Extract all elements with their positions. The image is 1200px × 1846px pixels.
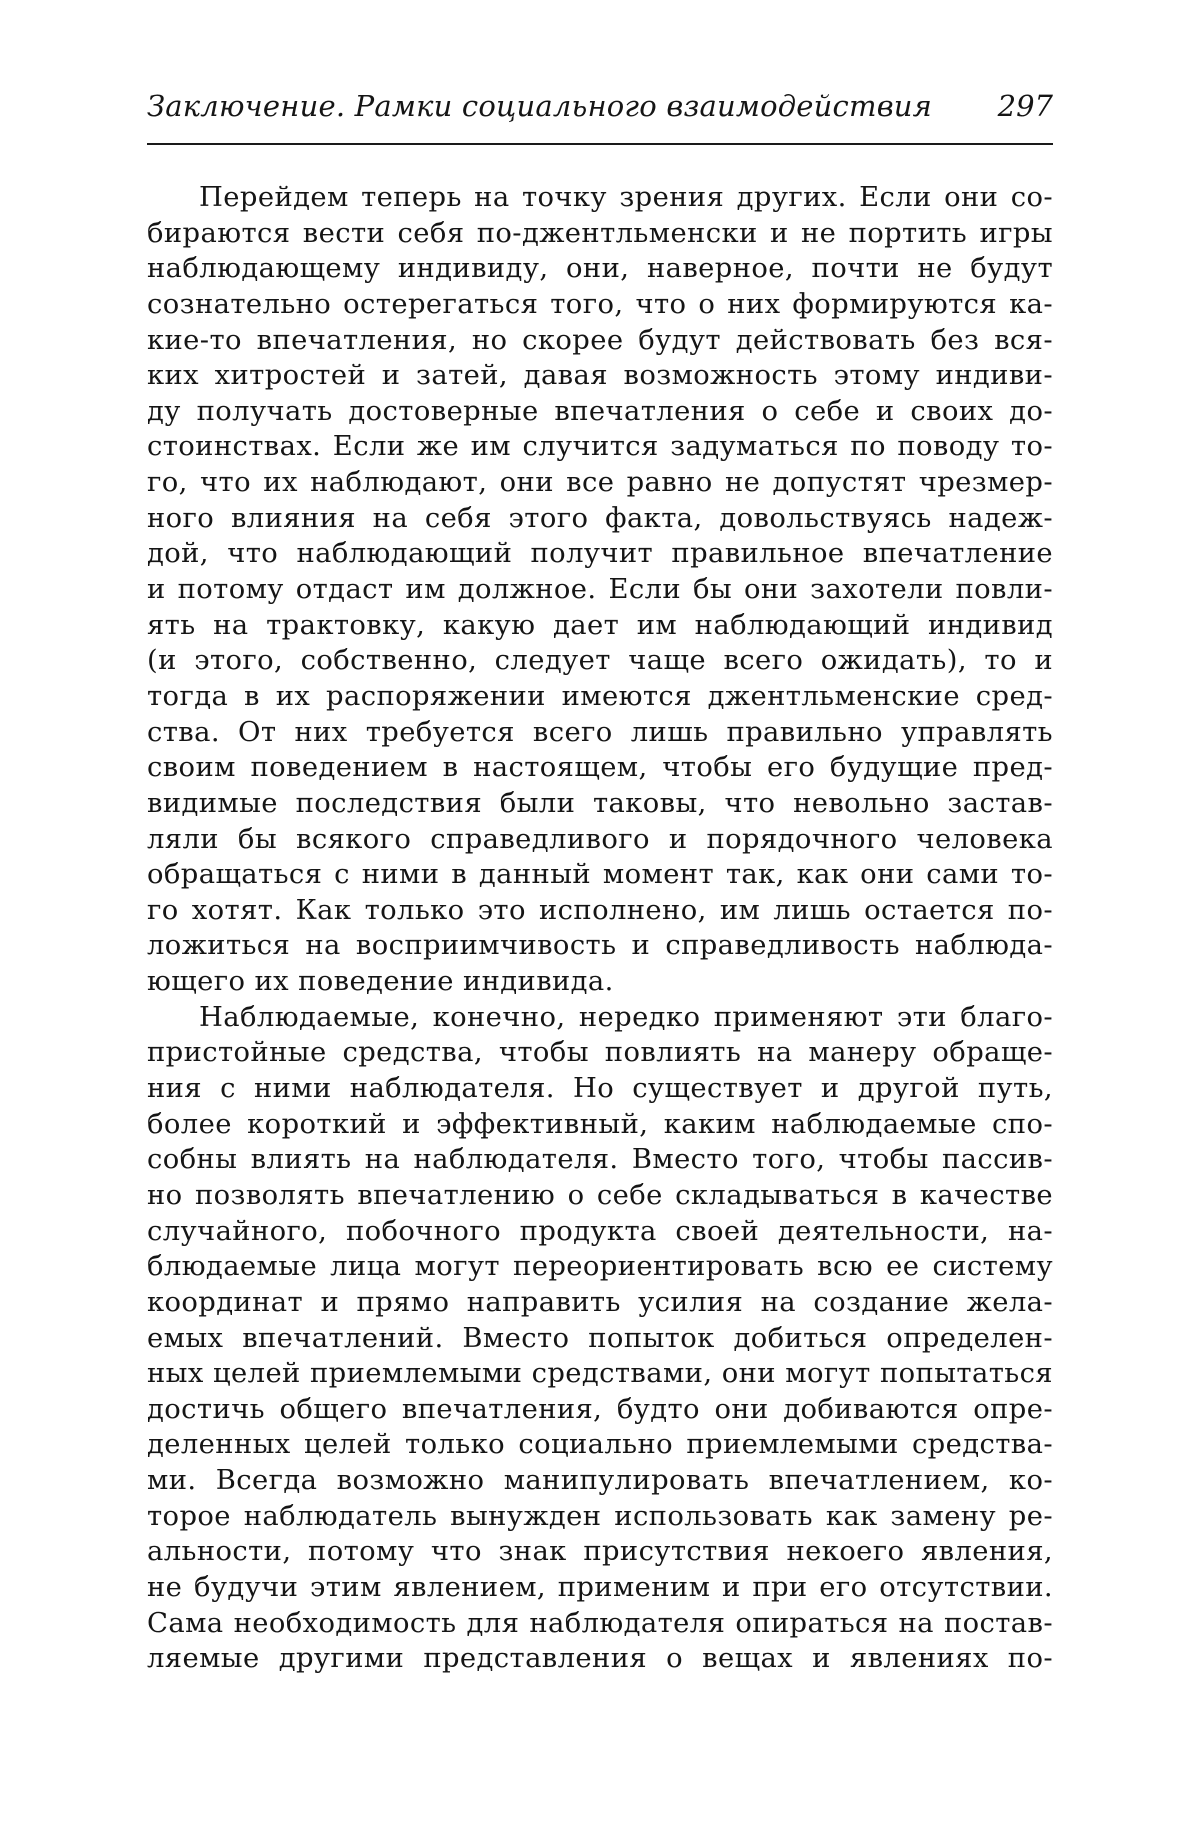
text-line: ного влияния на себя этого факта, довольствуясь надеж- <box>147 502 1053 534</box>
text-line: и потому отдаст им должное. Если бы они захотели повли- <box>147 574 1053 606</box>
text-line: случайного, побочного продукта своей деятельности, на- <box>147 1215 1053 1247</box>
text-line: видимые последствия были таковы, что невольно застав- <box>147 787 1053 819</box>
running-head <box>147 86 1053 126</box>
text-line: достичь общего впечатления, будто они добиваются опре- <box>147 1393 1053 1425</box>
text-line: ных целей приемлемыми средствами, они могут попытаться <box>147 1358 1053 1390</box>
text-line: емых впечатлений. Вместо попыток добиться определен- <box>147 1322 1053 1354</box>
text-line: ства. От них требуется всего лишь правильно управлять <box>147 716 1053 748</box>
text-line: ми. Всегда возможно манипулировать впечатлением, ко- <box>147 1465 1053 1497</box>
text-line: ющего их поведение индивида. <box>147 966 614 998</box>
text-line: наблюдающему индивиду, они, наверное, почти не будут <box>147 253 1053 285</box>
text-line: не будучи этим явлением, применим и при его отсутствии. <box>147 1571 1053 1603</box>
text-line: стоинствах. Если же им случится задуматься по поводу то- <box>147 431 1053 463</box>
paragraph <box>147 1000 1053 1677</box>
body-text <box>147 180 1053 1677</box>
text-line: но позволять впечатлению о себе складываться в качестве <box>147 1179 1053 1211</box>
text-line: собны влиять на наблюдателя. Вместо того, чтобы пассив- <box>147 1144 1053 1176</box>
text-line: го хотят. Как только это исполнено, им лишь остается по- <box>147 894 1053 926</box>
text-line: Сама необходимость для наблюдателя опираться на постав- <box>147 1607 1053 1639</box>
text-line: ять на трактовку, какую дает им наблюдающий индивид <box>147 609 1053 641</box>
text-line: торое наблюдатель вынужден использовать как замену ре- <box>147 1500 1053 1532</box>
text-line: Перейдем теперь на точку зрения других. Если они со- <box>199 182 1053 213</box>
text-line: (и этого, собственно, следует чаще всего ожидать), то и <box>147 645 1053 677</box>
header-rule <box>147 143 1053 145</box>
text-line: ложиться на восприимчивость и справедливость наблюда- <box>147 930 1053 962</box>
running-title: Заключение. Рамки социального взаимодействия <box>147 89 933 123</box>
text-line: более короткий и эффективный, каким наблюдаемые спо- <box>147 1108 1053 1140</box>
text-line: ду получать достоверные впечатления о себе и своих до- <box>147 395 1053 427</box>
text-line: ния с ними наблюдателя. Но существует и другой путь, <box>147 1073 1053 1105</box>
text-line: блюдаемые лица могут переориентировать всю ее систему <box>147 1251 1053 1283</box>
text-line: ляемые другими представления о вещах и явлениях по- <box>147 1643 1053 1675</box>
text-line: Наблюдаемые, конечно, нередко применяют эти благо- <box>199 1001 1053 1033</box>
text-line: сознательно остерегаться того, что о них формируются ка- <box>147 288 1053 320</box>
text-line: го, что их наблюдают, они все равно не допустят чрезмер- <box>147 467 1053 499</box>
text-line: бираются вести себя по-джентльменски и не портить игры <box>147 217 1053 249</box>
text-line: альности, потому что знак присутствия некоего явления, <box>147 1536 1053 1568</box>
paragraph <box>147 180 1053 1000</box>
text-line: пристойные средства, чтобы повлиять на манеру обраще- <box>147 1037 1053 1069</box>
text-line: дой, что наблюдающий получит правильное впечатление <box>147 538 1053 570</box>
text-line: ких хитростей и затей, давая возможность этому индиви- <box>147 360 1053 392</box>
text-line: обращаться с ними в данный момент так, как они сами то- <box>147 859 1053 891</box>
text-line: своим поведением в настоящем, чтобы его будущие пред- <box>147 752 1053 784</box>
text-line: тогда в их распоряжении имеются джентльменские сред- <box>147 680 1053 712</box>
text-line: деленных целей только социально приемлемыми средства- <box>147 1429 1053 1461</box>
text-line: кие-то впечатления, но скорее будут действовать без вся- <box>147 324 1053 356</box>
text-line: координат и прямо направить усилия на создание жела- <box>147 1286 1053 1318</box>
text-line: ляли бы всякого справедливого и порядочного человека <box>147 823 1053 855</box>
page-number: 297 <box>997 89 1053 123</box>
